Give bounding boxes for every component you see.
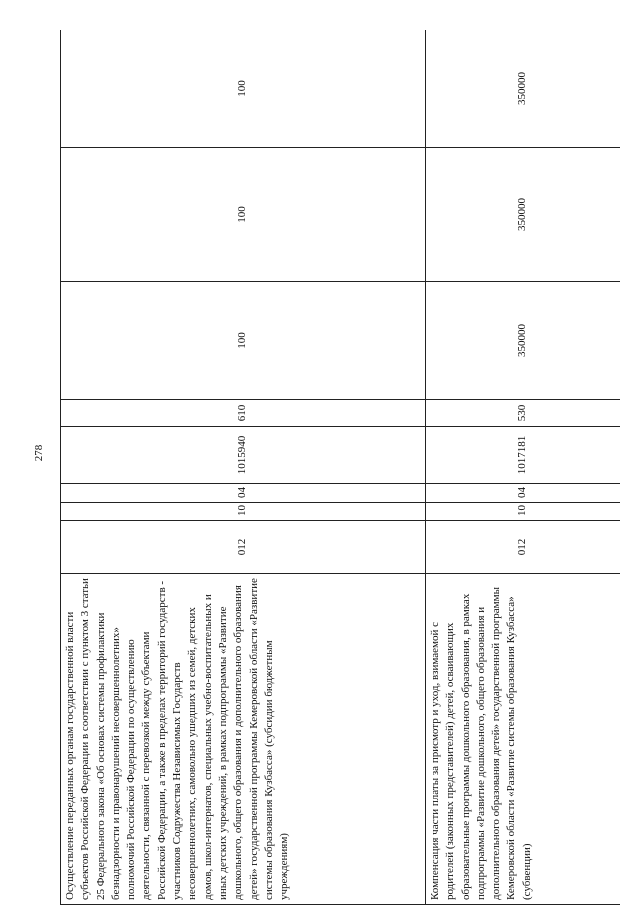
cell-amount-year-1: 100: [61, 282, 426, 400]
budget-table: [60, 30, 620, 905]
cell-subsection-code: 04: [426, 484, 621, 503]
cell-department-code: 012: [426, 521, 621, 574]
cell-amount-year-3: 100: [61, 30, 426, 148]
cell-subsection-code: 04: [61, 484, 426, 503]
row-description: Осуществление переданных органам государственной власти субъектов Российской Федерации в соответствии с пунктом 3 статьи 25 Федерального закона «Об основах системы профилактики безнадзорности и правонарушений несовершеннолетних» полномочий Российской Федерации по осуществлению деятельности, связанной с перевозкой между субъектами Российской Федерации, а также в пределах территорий государств - участников Содружества Независимых Государств несовершеннолетних, самовольно ушедших из семей, детских домов, школ-интернатов, специальных учебно-воспитательных и иных детских учреждений, в рамках подпрограммы «Развитие дошкольного, общего образования и дополнительного образования детей» государственной программы Кемеровской области «Развитие системы образования Кузбасса» (субсидии бюджетным учреждениям): [61, 574, 426, 905]
cell-amount-year-3: 350000: [426, 30, 621, 148]
cell-department-code: 012: [61, 521, 426, 574]
cell-section-code: 10: [61, 503, 426, 521]
row-description: Компенсация части платы за присмотр и уход, взимаемой с родителей (законных представителей) детей, осваивающих образовательные программы дошкольного образования, в рамках подпрограммы «Развитие дошкольного, общего образования и дополнительного образования детей» государственной программы Кемеровской области «Развитие системы образования Кузбасса» (субвенции): [426, 574, 621, 905]
budget-table-rotated: [60, 30, 620, 905]
cell-amount-year-2: 350000: [426, 148, 621, 282]
table-row: [61, 30, 426, 905]
cell-expense-type: 610: [61, 400, 426, 427]
budget-table-container: [60, 30, 620, 905]
cell-amount-year-2: 100: [61, 148, 426, 282]
cell-amount-year-1: 350000: [426, 282, 621, 400]
cell-target-article: 1015940: [61, 427, 426, 484]
table-row: [426, 30, 621, 905]
cell-expense-type: 530: [426, 400, 621, 427]
cell-section-code: 10: [426, 503, 621, 521]
cell-target-article: 1017181: [426, 427, 621, 484]
page-number: 278: [33, 444, 45, 462]
